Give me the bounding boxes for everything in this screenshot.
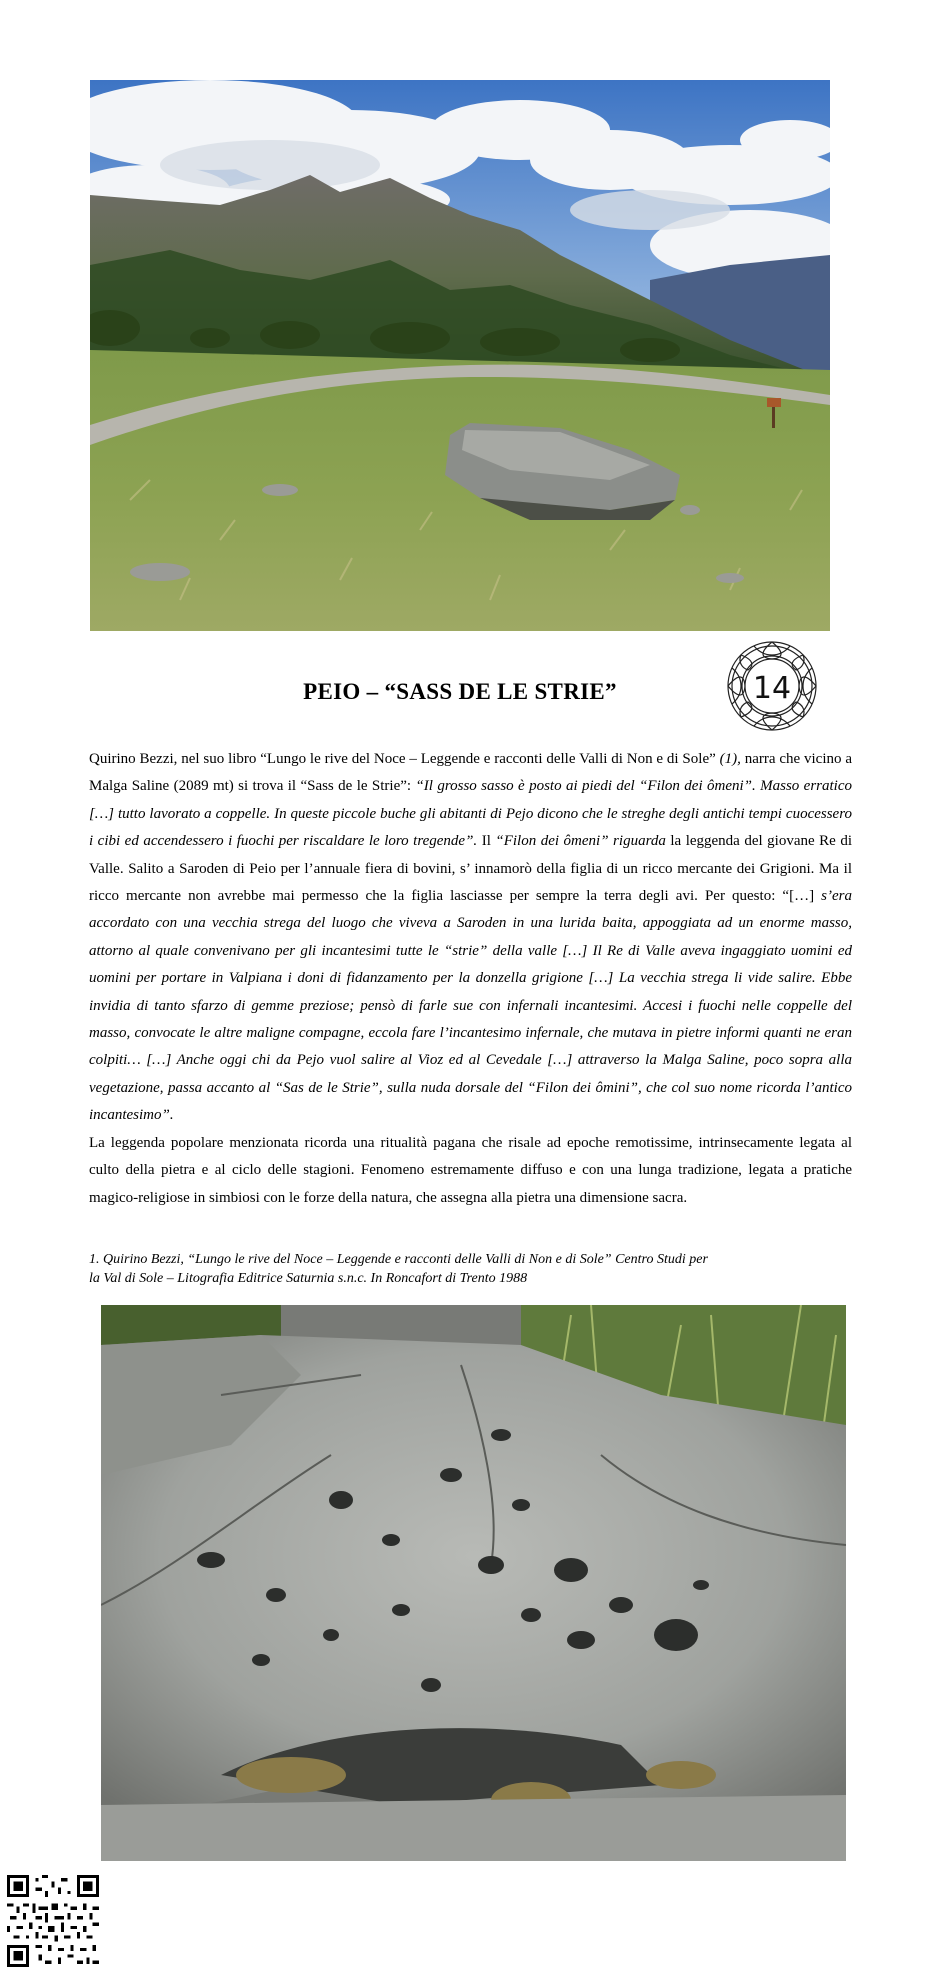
paragraph-interpretation: La leggenda popolare menzionata ricorda una ritualità pagana che risale ad epoche remotissime, intrinsecamente legata al culto della pietra e al ciclo delle stagioni. Fenomeno estremamente diffuso e con una lunga tradizione, legata a pratiche magico-religiose in simbiosi con le forze della natura, che assegna alla pietra una dimensione sacra.	[89, 1134, 852, 1206]
footnote-line: la Val di Sole – Litografia Editrice Saturnia s.n.c. In Roncafort di Trento 1988	[89, 1271, 528, 1286]
page-title: PEIO – “SASS DE LE STRIE”	[303, 679, 617, 704]
footnote	[89, 1250, 849, 1288]
quotation: “Il grosso sasso è posto ai piedi del “Filon dei ômeni”. Masso erratico […] tutto lavorato a coppelle. In queste piccole buche gli abitanti di Pejo dicono che le streghe degli antichi tempi cuocessero i cibi ed accendessero i fuochi per riscaldare le loro tregende”.	[89, 778, 853, 850]
paragraph-text: Quirino Bezzi, nel suo libro “Lungo le rive del Noce – Leggende e racconti delle Valli di Non e di Sole”	[89, 751, 720, 767]
qr-code-icon	[7, 1875, 99, 1967]
paragraph-text: Il	[477, 833, 496, 850]
qr-code[interactable]	[7, 1875, 99, 1967]
cup-marked-rock-photo	[101, 1305, 846, 1861]
mountain-landscape-photo	[90, 80, 830, 631]
badge-number: 14	[752, 670, 792, 706]
footnote-line: 1. Quirino Bezzi, “Lungo le rive del Noce – Leggende e racconti delle Valli di Non e di Sole” Centro Studi per	[89, 1252, 708, 1267]
quotation: s’era accordato con una vecchia strega del luogo che viveva a Saroden in una lurida baita, appoggiata ad un enorme masso, attorno al quale convenivano per gli incantesimi tutte le “strie” della valle […] Il Re di Valle aveva ingaggiato uomini ed uomini per portare in Valpiana i doni di fidanzamento per la donzella grigione […] La vecchia strega li vide salire. Ebbe invidia di tanto sfarzo di gemme preziose; pensò di farle sue con infernali incantesimi. Accesi i fuochi nelle coppelle del masso, convocate le altre maligne compagne, eccola fare l’incantesimo infernale, che mutava in pietre informi quanti ne eran colpiti… […] Anche oggi chi da Pejo vuol salire al Vioz ed al Cevedale […] attraverso la Malga Saline, poco sopra alla vegetazione, passa accanto al “Sas de le Strie”, sulla nuda dorsale del “Filon dei ômini”, che col suo nome ricorda l’antico incantesimo”.	[89, 888, 852, 1124]
paragraph-text: narra che vicino a Malga Saline (2089 mt) si trova il “Sass de le Strie”:	[89, 751, 852, 795]
paragraph-text: la leggenda del giovane Re di Valle. Salito a Saroden di Peio per l’annuale fiera di bovini, s’ innamorò della figlia di un ricco mercante dei Grigioni. Ma il ricco mercante non avrebbe mai permesso che la figlia lasciasse per sempre la terra degli avi. Per questo: “[…]	[89, 833, 853, 905]
paragraph-legend	[89, 746, 852, 1130]
footnote-reference: (1),	[719, 751, 741, 767]
body-text	[89, 746, 852, 1212]
quotation: “Filon dei ômeni” riguarda	[495, 833, 666, 850]
